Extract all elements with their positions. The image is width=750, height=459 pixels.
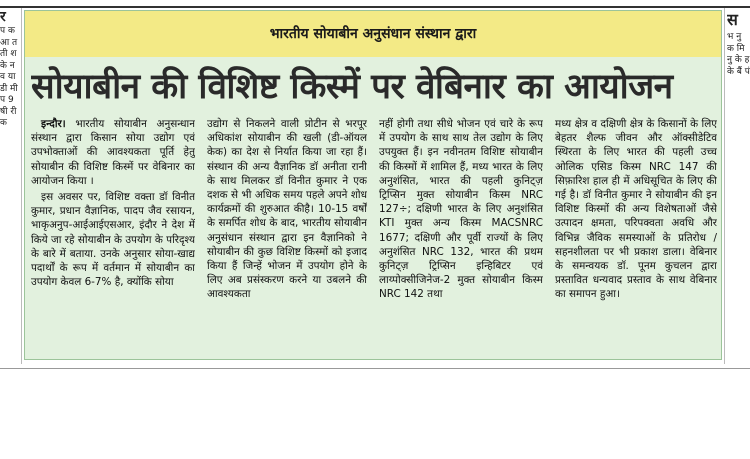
article-column-2: [207, 117, 367, 355]
article-paragraph: मध्य क्षेत्र व दक्षिणी क्षेत्र के किसानों के लिए बेहतर शैल्फ जीवन और ऑक्सीडेटिव स्थिरता के लिए भारत की पहली उच्च ओलिक एसिड किस्म NRC 147 की सिफ़ारिश हाल ही में अधिसूचित के लिए की गई है। डॉ विनीत कुमार ने सोयाबीन की इन विशिष्ट किस्मों की अन्य विशेषताओं जैसे उत्पादन क्षमता, परिपक्वता अवधि और विभिन्न जैविक समस्याओं के प्रतिरोध / सहनशीलता पर भी प्रकाश डाला। वेबिनार के समन्वयक डॉ. पूनम कुचलन द्वारा प्रस्तावित धन्यवाद प्रस्ताव के साथ वेबिनार का समापन हुआ।: [555, 118, 717, 301]
article-paragraph: [31, 117, 195, 188]
page-bottom-rule: [0, 368, 750, 369]
adjacent-right-heading: स: [727, 10, 738, 29]
article-paragraph: उद्योग से निकलने वाली प्रोटीन से भरपूर अधिकांश सोयाबीन की खली (डी-ऑयल केक) का देश से निर्यात किया जा रहा हैं। संस्थान की अन्य वैज्ञानिक डॉ अनीता रानी के साथ मिलकर डॉ विनीत कुमार ने एक दशक से भी अधिक समय पहले अपने शोध कार्यक्रमों की शुरुआत कीहै। 10-15 वर्षों के समर्पित शोध के बाद, भारतीय सोयाबीन अनुसंधान संस्थान द्वारा इन वैज्ञानिको ने सोयाबीन की कुछ विशिष्ट किस्मों को इजाद किया हैं जिन्हें भोजन में उपयोग होने के लिए अब प्रसंस्करण करने या उबलने की आवश्यकता: [207, 118, 367, 301]
adjacent-left-heading: र: [0, 9, 6, 25]
article-paragraph: इस अवसर पर, विशिष्ट वक्ता डॉ विनीत कुमार, प्रधान वैज्ञानिक, पादप जैव रसायन, भाकृअनुप-आईआईएसआर, इंदौर ने देश में किये जा रहे सोयाबीन के उपयोग के परिदृश्य के बारे में बताया. उनके अनुसार सोया-खाद्य पदार्थों के रूप में वर्तमान में सोयाबीन का उपयोग केवल 6-7% है, क्योंकि सोया: [31, 191, 195, 289]
article-body: [31, 117, 717, 357]
dateline: इन्दौर।: [41, 118, 66, 130]
adjacent-left-text: प क आ त ती श के न व या डी मी प 9 षी री क: [0, 26, 18, 128]
article-kicker: भारतीय सोयाबीन अनुसंधान संस्थान द्वारा: [269, 26, 477, 42]
news-article: [24, 10, 722, 360]
article-headline: सोयाबीन की विशिष्ट किस्में पर वेबिनार का आयोजन: [31, 67, 673, 107]
article-paragraph: नहीं होगी तथा सीधे भोजन एवं चारे के रूप में उपयोग के साथ साथ तेल उद्योग के लिए उपयुक्त हैं। इन नवीनतम विशिष्ट सोयाबीन की किस्मों में शामिल हैं, मध्य भारत के लिए अनुशंसित, भारत की पहली कुनिट्ज़ ट्रिप्सिन मुक्त सोयाबीन किस्म NRC 127÷; दक्षिणी भारत के लिए अनुशंसित KTI मुक्त अन्य किस्म MACSNRC 1677; दक्षिणी और पूर्वी राज्यों के लिए अनुशंसित NRC 132, भारत की प्रथम कुनिट्ज़ ट्रिप्सिन इन्हिबिटर एवं लाय्पोक्सीजिनेज-2 मुक्त सोयाबीन किस्म NRC 142 तथा: [379, 118, 543, 301]
kicker-band: [25, 11, 721, 57]
column-divider-right: [724, 8, 725, 364]
column-divider-left: [21, 8, 22, 364]
article-column-3: [379, 117, 543, 355]
adjacent-right-text: भ नु क मि नु के ह के बैं पं: [727, 32, 750, 77]
adjacent-column-right: [727, 8, 750, 368]
page-top-rule: [0, 6, 750, 8]
article-column-4: [555, 117, 717, 355]
paragraph-text: भारतीय सोयाबीन अनुसन्धान संस्थान द्वारा किसान सोया उद्योग एवं उपभोक्ताओं की आवश्यकता पूर्ति हेतु सोयाबीन की विशिष्ट किस्में पर वेबिनार का आयोजन किया ।: [31, 118, 195, 187]
article-column-1: [31, 117, 195, 355]
adjacent-column-left: [0, 8, 18, 368]
